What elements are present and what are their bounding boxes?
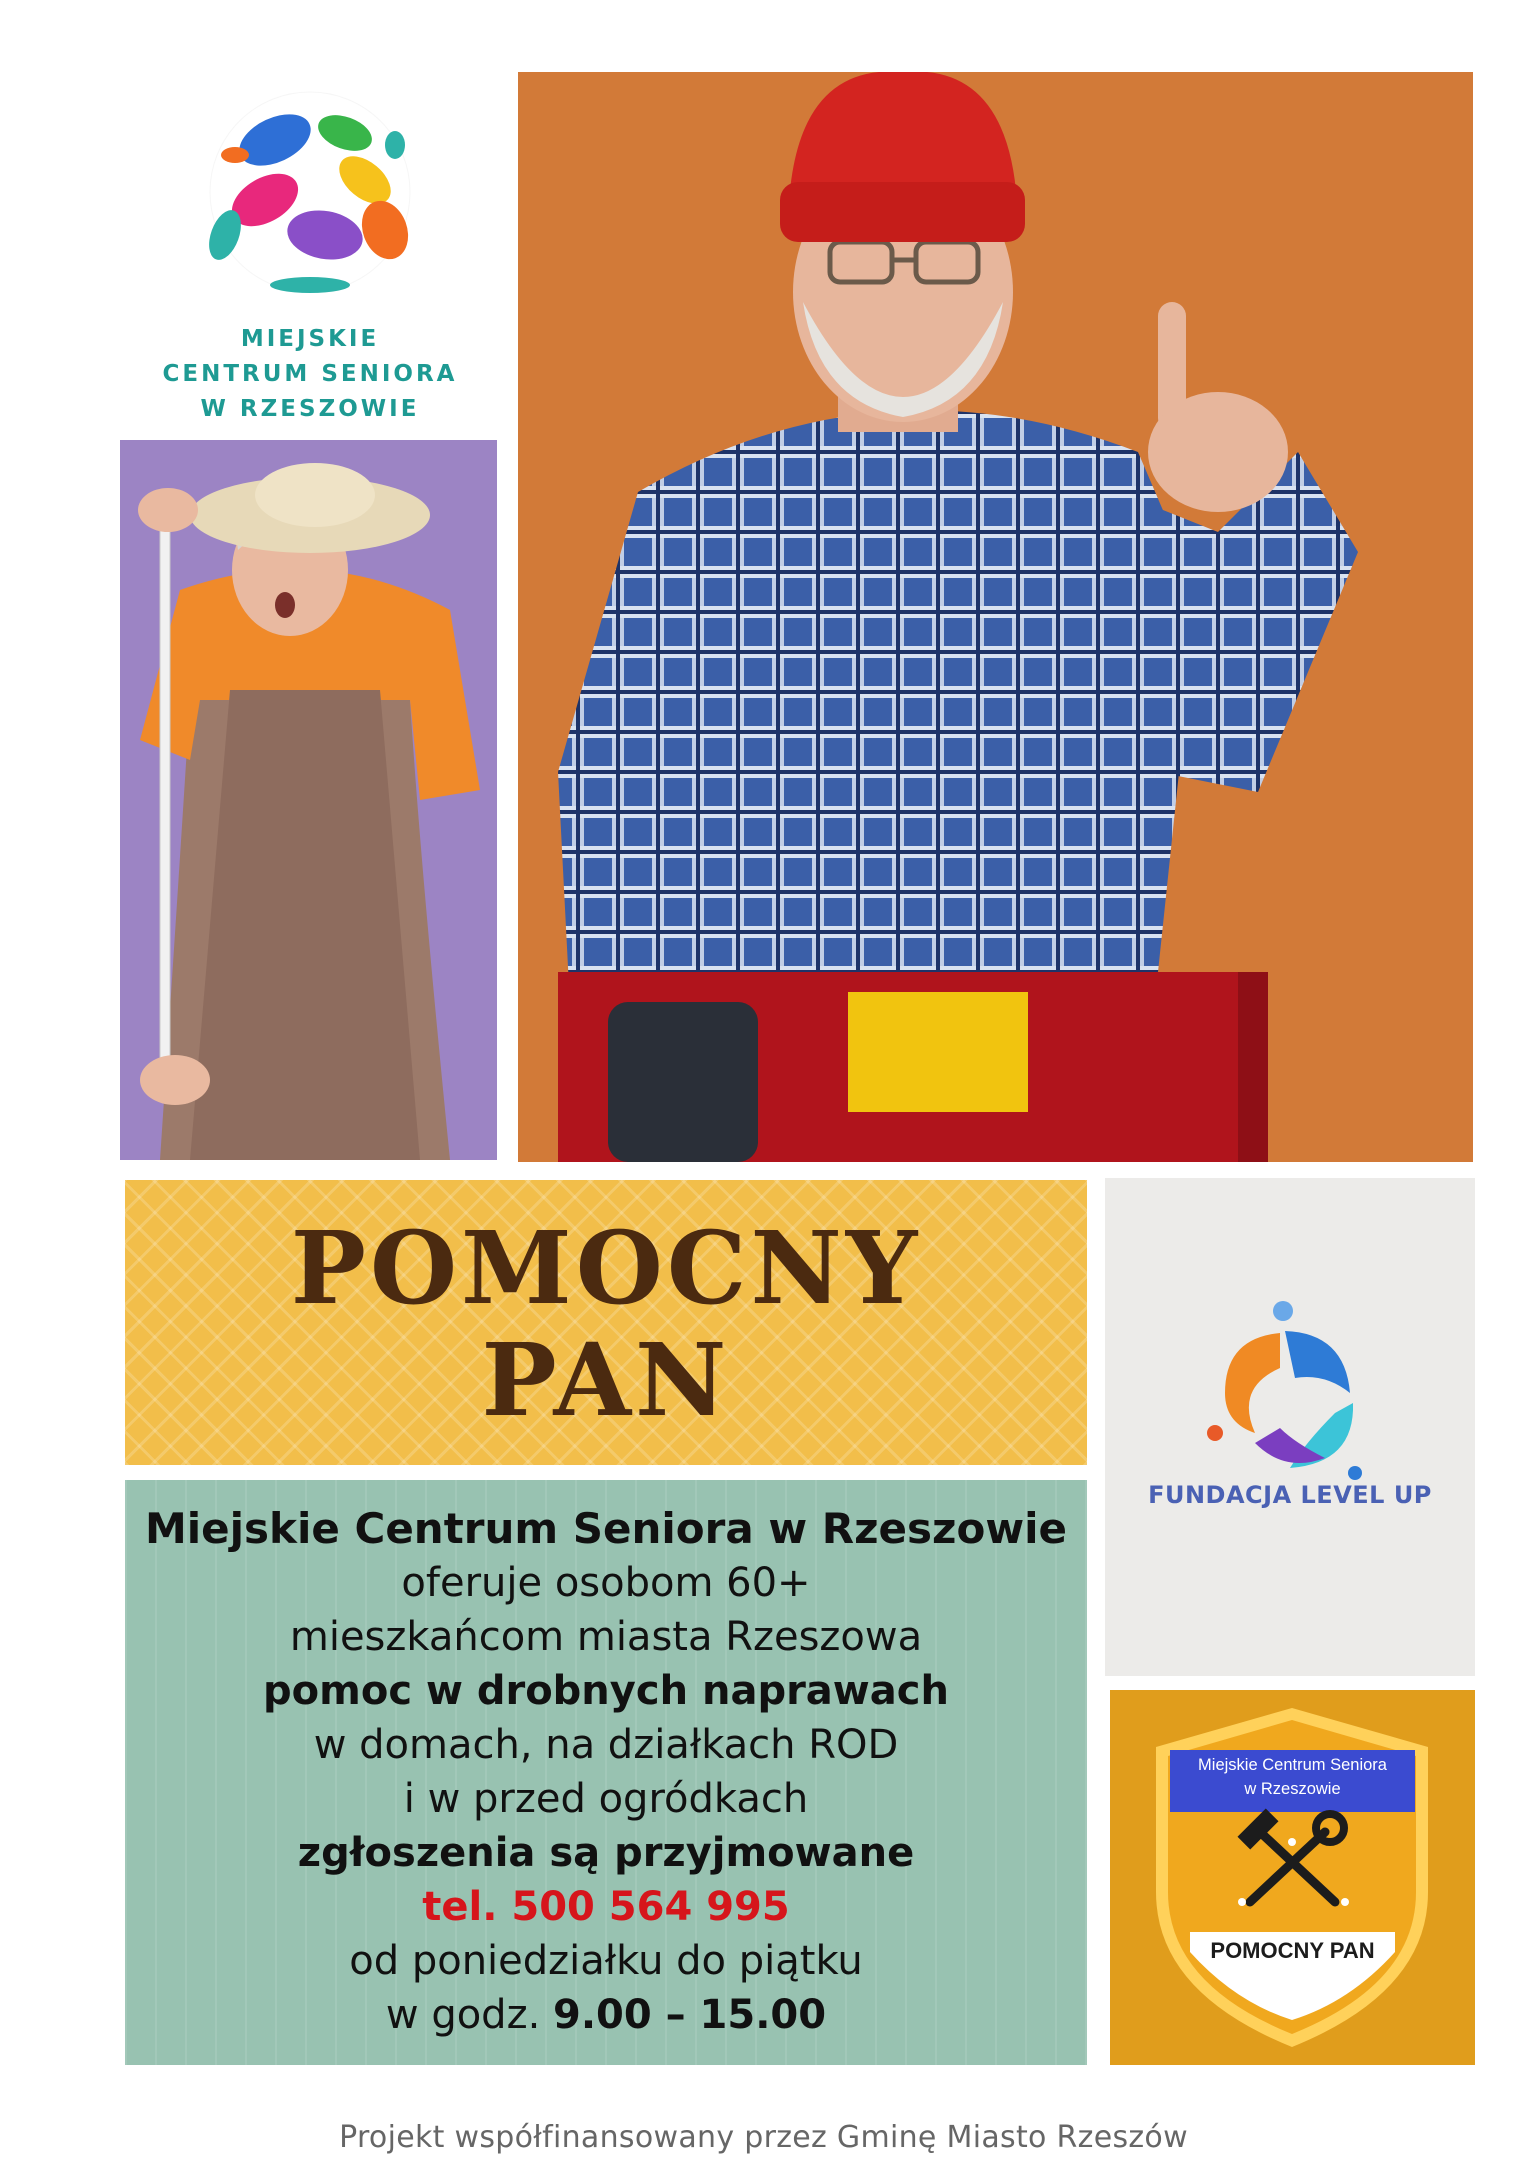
photo-woman-measuring-tape <box>120 440 497 1160</box>
partner-box <box>1105 1178 1475 1676</box>
organization-name-line3: W RZESZOWIE <box>200 396 420 422</box>
title-line1: POMOCNY <box>290 1209 922 1327</box>
info-line-applications: zgłoszenia są przyjmowane <box>297 1830 915 1876</box>
man-illustration <box>518 72 1473 1162</box>
info-line-help: pomoc w drobnych naprawach <box>263 1668 949 1714</box>
info-line-places: w domach, na działkach ROD <box>313 1722 899 1768</box>
hands-circle-logo-icon <box>195 85 425 300</box>
title-banner <box>125 1180 1087 1465</box>
badge-organization-line2: w Rzeszowie <box>1244 1780 1341 1798</box>
footer-funding-note: Projekt współfinansowany przez Gminę Miasto Rzeszów <box>339 2120 1188 2155</box>
info-line-days: od poniedziałku do piątku <box>349 1938 863 1984</box>
photo-man-red-hat <box>518 72 1473 1162</box>
badge-organization-line1: Miejskie Centrum Seniora <box>1198 1756 1387 1774</box>
info-hours-prefix: w godz. <box>385 1992 541 2038</box>
badge-title: POMOCNY PAN <box>1210 1938 1375 1963</box>
badge-box <box>1110 1690 1475 2065</box>
title-line2: PAN <box>481 1321 731 1439</box>
organization-name <box>110 322 510 427</box>
woman-illustration <box>120 440 497 1160</box>
partner-name: FUNDACJA LEVEL UP <box>1148 1481 1432 1509</box>
info-line-hours <box>125 1988 1087 2042</box>
info-panel <box>125 1480 1087 2065</box>
info-line-residents: mieszkańcom miasta Rzeszowa <box>289 1614 923 1660</box>
info-line-gardens: i w przed ogródkach <box>403 1776 809 1822</box>
organization-name-line1: MIEJSKIE <box>240 326 380 352</box>
badge-organization <box>1165 1753 1420 1801</box>
info-hours: 9.00 – 15.00 <box>553 1992 827 2038</box>
info-phone: tel. 500 564 995 <box>422 1884 790 1930</box>
level-up-logo-icon <box>1185 1293 1385 1493</box>
info-org-name: Miejskie Centrum Seniora w Rzeszowie <box>144 1504 1068 1553</box>
info-line-offer: oferuje osobom 60+ <box>401 1560 811 1606</box>
organization-name-line2: CENTRUM SENIORA <box>162 361 458 387</box>
